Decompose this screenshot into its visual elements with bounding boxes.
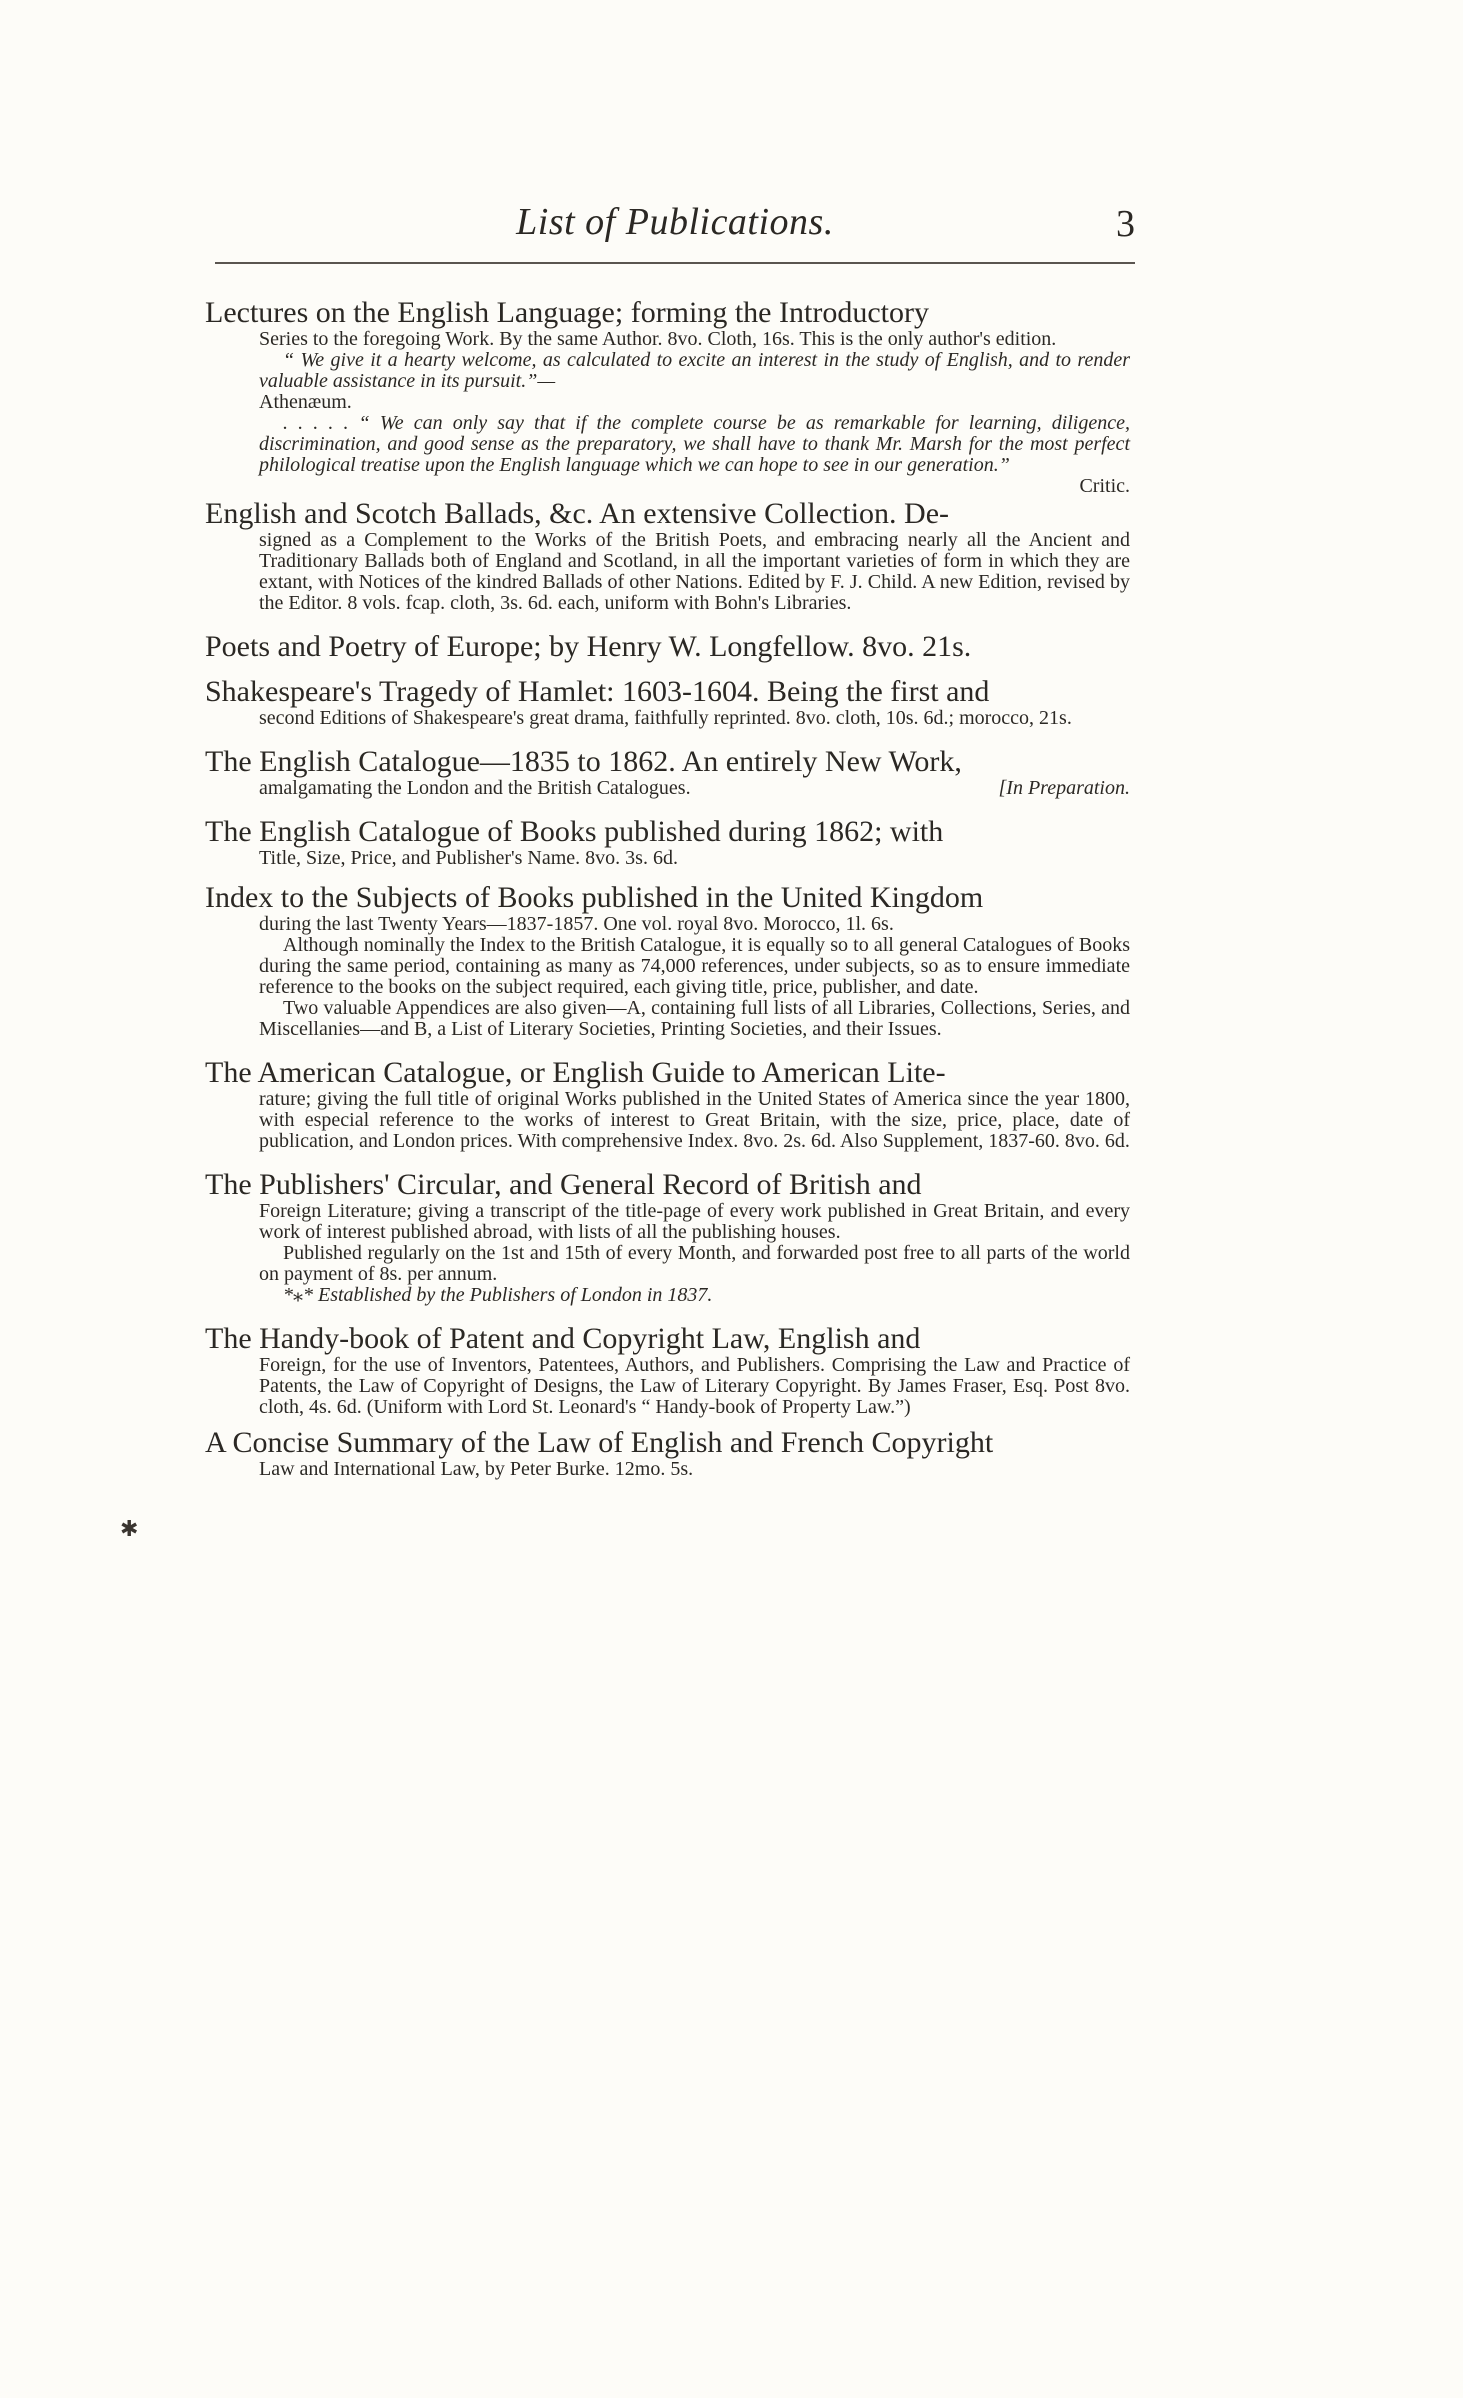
entry-title: English and Scotch Ballads, &c. An extensive Collection. De-: [205, 497, 950, 530]
review-quote: “ We give it a hearty welcome, as calculated to excite an interest in the study of English, and to render valuable assistance in its pursuit.”—: [259, 349, 1130, 392]
entry-english-catalogue-1835-1862: [205, 745, 1130, 799]
header-title: List of Publications.: [516, 201, 834, 243]
preparation-note: [In Preparation.: [998, 777, 1130, 799]
entry-american-catalogue: [205, 1056, 1130, 1152]
entry-title: The American Catalogue, or English Guide to American Lite-: [205, 1056, 946, 1089]
entry-body: Foreign Literature; giving a transcript of the title-page of every work published in Great Britain, and every work of interest published abroad, with lists of all the publishing houses.: [259, 1200, 1130, 1243]
entry-paragraph: Published regularly on the 1st and 15th of every Month, and forwarded post free to all parts of the world on payment of 8s. per annum.: [259, 1242, 1130, 1285]
entry-poets-poetry-europe: [205, 630, 1130, 663]
entry-english-scotch-ballads: [205, 497, 1130, 614]
review-quote: . . . . . “ We can only say that if the complete course be as remarkable for learning, diligence, discrimination, and good sense as the preparatory, we shall have to thank Mr. Marsh for the most perfect philological treatise upon the English language which we can hope to see in our generation.”: [259, 412, 1130, 476]
entry-body-text: amalgamating the London and the British Catalogues.: [259, 777, 691, 799]
page-number: 3: [1116, 203, 1135, 245]
entry-body: Foreign, for the use of Inventors, Patentees, Authors, and Publishers. Comprising the Law and Practice of Patents, the Law of Copyright of Designs, the Law of Literary Copyright. By James Fraser, Esq. Post 8vo. cloth, 4s. 6d. (Uniform with Lord St. Leonard's “ Handy-book of Property Law.”): [259, 1354, 1130, 1418]
entry-title: The Publishers' Circular, and General Record of British and: [205, 1168, 922, 1201]
header-rule: [215, 262, 1135, 264]
entry-body: during the last Twenty Years—1837-1857. One vol. royal 8vo. Morocco, 1l. 6s.: [259, 913, 894, 935]
entry-paragraph: Although nominally the Index to the British Catalogue, it is equally so to all general Catalogues of Books during the same period, containing as many as 74,000 references, under subjects, so as to ensure immediate reference to the books on the subject required, each giving title, price, publisher, and date.: [259, 934, 1130, 998]
entry-paragraph: *⁎* Established by the Publishers of London in 1837.: [283, 1284, 713, 1306]
running-header: [215, 200, 1135, 260]
entry-body: Series to the foregoing Work. By the same Author. 8vo. Cloth, 16s. This is the only author's edition.: [259, 328, 1057, 350]
entry-paragraph: Two valuable Appendices are also given—A, containing full lists of all Libraries, Collections, Series, and Miscellanies—and B, a List of Literary Societies, Printing Societies, and their Issues.: [259, 997, 1130, 1040]
entry-title: Poets and Poetry of Europe; by Henry W. Longfellow. 8vo. 21s.: [205, 630, 972, 663]
entry-lectures-english-language: [205, 296, 1130, 497]
entry-title: The English Catalogue of Books published during 1862; with: [205, 815, 944, 848]
entry-hamlet: [205, 675, 1130, 729]
entry-title: Shakespeare's Tragedy of Hamlet: 1603-1604. Being the first and: [205, 675, 990, 708]
entry-body: [205, 778, 1130, 799]
review-source: Athenæum.: [259, 391, 352, 413]
entry-body: second Editions of Shakespeare's great drama, faithfully reprinted. 8vo. cloth, 10s. 6d.; morocco, 21s.: [259, 707, 1072, 729]
review-source: Critic.: [1079, 475, 1130, 497]
entry-title: The English Catalogue—1835 to 1862. An entirely New Work,: [205, 745, 962, 778]
margin-mark: ✱: [120, 1516, 139, 1541]
entry-publishers-circular: [205, 1168, 1130, 1306]
entry-body: signed as a Complement to the Works of the British Poets, and embracing nearly all the Ancient and Traditionary Ballads both of England and Scotland, in all the important varieties of form in which they are extant, with Notices of the kindred Ballads of other Nations. Edited by F. J. Child. A new Edition, revised by the Editor. 8 vols. fcap. cloth, 3s. 6d. each, uniform with Bohn's Libraries.: [259, 529, 1130, 614]
entry-body: rature; giving the full title of original Works published in the United States of America since the year 1800, with especial reference to the works of interest to Great Britain, with the size, price, place, date of publication, and London prices. With comprehensive Index. 8vo. 2s. 6d. Also Supplement, 1837-60. 8vo. 6d.: [259, 1088, 1130, 1152]
publication-list: [205, 296, 1130, 1480]
entry-body: Law and International Law, by Peter Burke. 12mo. 5s.: [259, 1458, 694, 1480]
entry-title: Lectures on the English Language; forming the Introductory: [205, 296, 929, 329]
entry-body: Title, Size, Price, and Publisher's Name. 8vo. 3s. 6d.: [259, 847, 678, 869]
entry-title: A Concise Summary of the Law of English and French Copyright: [205, 1426, 994, 1459]
entry-title: The Handy-book of Patent and Copyright Law, English and: [205, 1322, 921, 1355]
entry-index-subjects: [205, 881, 1130, 1040]
entry-title: Index to the Subjects of Books published in the United Kingdom: [205, 881, 984, 914]
entry-concise-summary-copyright: [205, 1426, 1130, 1480]
entry-english-catalogue-1862: [205, 815, 1130, 869]
entry-handy-book-patent: [205, 1322, 1130, 1418]
